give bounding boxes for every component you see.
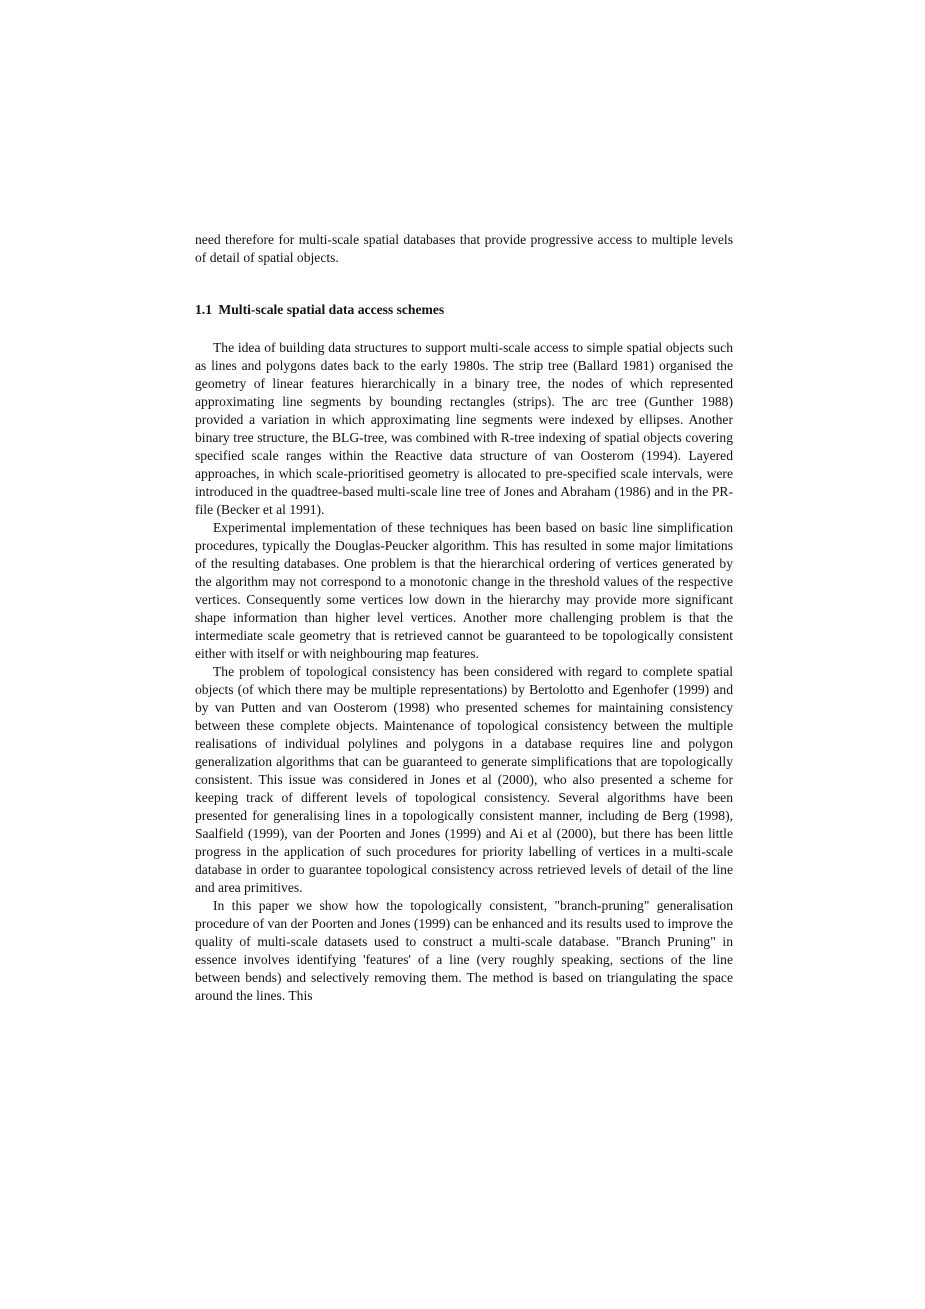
body-paragraph: The problem of topological consistency has been considered with regard to complete spatial objects (of which there may be multiple representations) by Bertolotto and Egenhofer (1999) and by van Putten and van Oosterom (1998) who presented schemes for maintaining consistency between these complete objects. Maintenance of topological consistency between the multiple realisations of individual polylines and polygons in a database requires line and polygon generalization algorithms that can be guaranteed to generate simplifications that are topologically consistent. This issue was considered in Jones et al (2000), who also presented a scheme for keeping track of different levels of topological consistency. Several algorithms have been presented for generalising lines in a topologically consistent manner, including de Berg (1998), Saalfield (1999), van der Poorten and Jones (1999) and Ai et al (2000), but there has been little progress in the application of such procedures for priority labelling of vertices in a multi-scale database in order to guarantee topological consistency across retrieved levels of detail of the line and area primitives. xyxy=(195,664,733,895)
section-title: Multi-scale spatial data access schemes xyxy=(218,302,445,317)
section-number: 1.1 xyxy=(195,302,212,317)
paper-page xyxy=(195,231,733,1005)
body-paragraph: The idea of building data structures to support multi-scale access to simple spatial objects such as lines and polygons dates back to the early 1980s. The strip tree (Ballard 1981) organised the geometry of linear features hierarchically in a binary tree, the nodes of which represented approximating line segments by bounding rectangles (strips). The arc tree (Gunther 1988) provided a variation in which approximating line segments were indexed by ellipses. Another binary tree structure, the BLG-tree, was combined with R-tree indexing of spatial objects covering specified scale ranges within the Reactive data structure of van Oosterom (1994). Layered approaches, in which scale-prioritised geometry is allocated to pre-specified scale intervals, were introduced in the quadtree-based multi-scale line tree of Jones and Abraham (1986) and in the PR-file (Becker et al 1991). xyxy=(195,340,733,517)
body-paragraph: In this paper we show how the topologically consistent, "branch-pruning" generalisation procedure of van der Poorten and Jones (1999) can be enhanced and its results used to improve the quality of multi-scale datasets used to construct a multi-scale database. "Branch Pruning" in essence involves identifying 'features' of a line (very roughly speaking, sections of the line between bends) and selectively removing them. The method is based on triangulating the space around the lines. This xyxy=(195,898,733,1003)
continuation-paragraph: need therefore for multi-scale spatial databases that provide progressive access to multiple levels of detail of spatial objects. xyxy=(195,232,733,265)
section-heading xyxy=(195,301,733,319)
body-paragraph: Experimental implementation of these techniques has been based on basic line simplification procedures, typically the Douglas-Peucker algorithm. This has resulted in some major limitations of the resulting databases. One problem is that the hierarchical ordering of vertices generated by the algorithm may not correspond to a monotonic change in the threshold values of the respective vertices. Consequently some vertices low down in the hierarchy may provide more significant shape information than higher level vertices. Another more challenging problem is that the intermediate scale geometry that is retrieved cannot be guaranteed to be topologically consistent either with itself or with neighbouring map features. xyxy=(195,520,733,661)
